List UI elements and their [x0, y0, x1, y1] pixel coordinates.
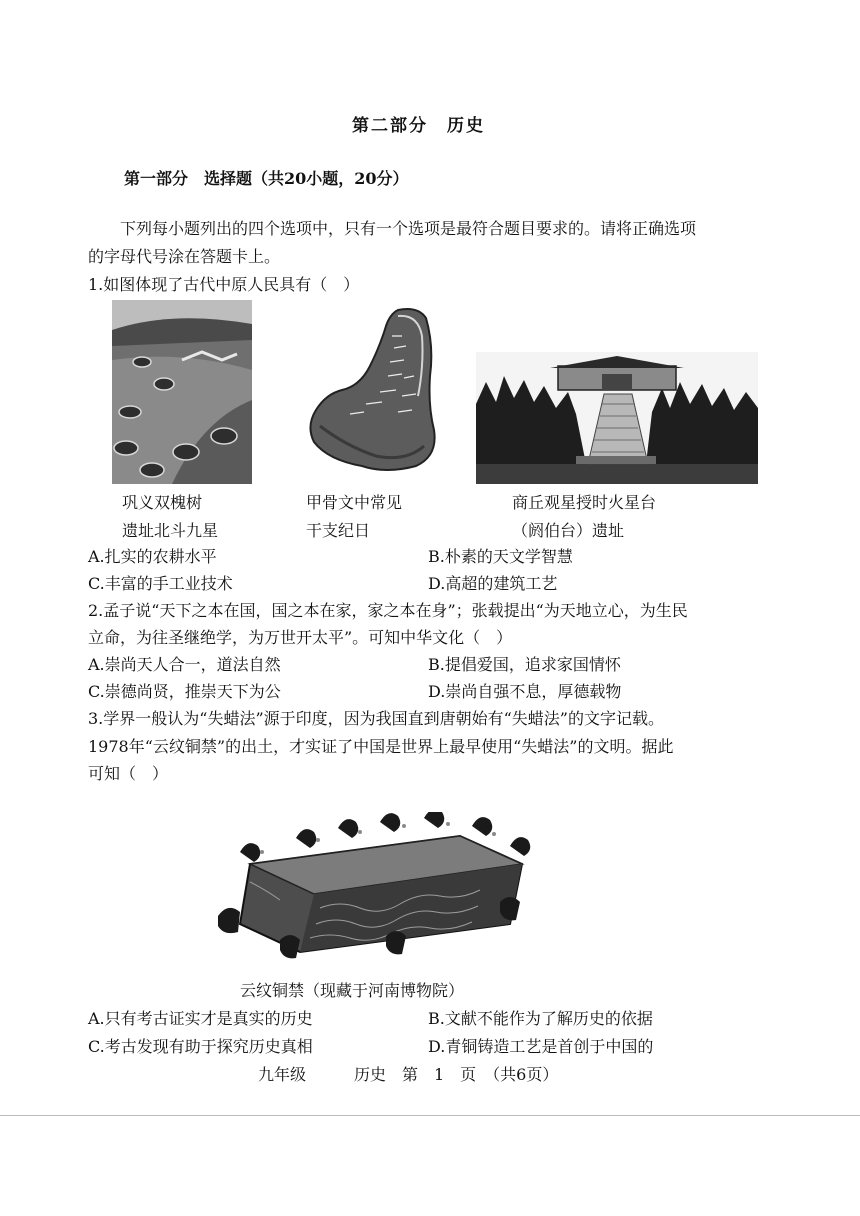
q1-caption-2-line-1: 甲骨文中常见	[306, 493, 403, 512]
q1-caption-1-line-2: 遗址北斗九星	[122, 521, 219, 540]
q1-image-oracle-bone	[306, 306, 438, 476]
q3-stem-line-2: 1978年“云纹铜禁”的出土，才实证了中国是世界上最早使用“失蜡法”的文明。据此	[88, 737, 674, 756]
q3-option-c: C.考古发现有助于探究历史真相	[88, 1037, 313, 1056]
q1-option-d: D.高超的建筑工艺	[428, 574, 558, 593]
q3-stem-line-1: 3.学界一般认为“失蜡法”源于印度，因为我国直到唐朝始有“失蜡法”的文字记载。	[88, 709, 664, 728]
q2-option-b: B.提倡爱国，追求家国情怀	[428, 655, 621, 674]
section-heading: 第一部分 选择题（共20小题，20分）	[124, 169, 409, 188]
page-divider	[0, 1115, 860, 1116]
q1-caption-2-line-2: 干支纪日	[306, 521, 371, 540]
q2-option-d: D.崇尚自强不息，厚德载物	[428, 682, 622, 701]
q2-option-c: C.崇德尚贤，推崇天下为公	[88, 682, 281, 701]
q2-option-a: A.崇尚天人合一，道法自然	[88, 655, 281, 674]
q2-stem-line-1: 2.孟子说“天下之本在国，国之本在家，家之本在身”；张载提出“为天地立心，为生民	[88, 601, 688, 620]
q3-option-b: B.文献不能作为了解历史的依据	[428, 1009, 653, 1028]
q3-option-d: D.青铜铸造工艺是首创于中国的	[428, 1037, 654, 1056]
q1-caption-3-line-1: 商丘观星授时火星台	[512, 493, 657, 512]
q3-image-caption: 云纹铜禁（现藏于河南博物院）	[240, 981, 465, 1000]
q3-stem-line-3: 可知（ ）	[88, 764, 169, 783]
q1-caption-3-line-2: （阏伯台）遗址	[512, 521, 625, 540]
q3-option-a: A.只有考古证实才是真实的历史	[88, 1009, 313, 1028]
q3-image-bronze-altar	[210, 812, 540, 962]
q1-image-star-site	[112, 300, 252, 484]
page-title: 第二部分 历史	[352, 116, 485, 136]
instructions-line-2: 的字母代号涂在答题卡上。	[88, 247, 281, 266]
instructions-line-1: 下列每小题列出的四个选项中，只有一个选项是最符合题目要求的。请将正确选项	[120, 219, 697, 238]
q1-option-c: C.丰富的手工业技术	[88, 574, 233, 593]
q1-image-platform	[476, 352, 758, 484]
q1-caption-1-line-1: 巩义双槐树	[122, 493, 203, 512]
q1-stem: 1.如图体现了古代中原人民具有（ ）	[88, 275, 360, 294]
page-footer: 九年级 历史 第 1 页 （共6页）	[258, 1065, 559, 1084]
q1-option-a: A.扎实的农耕水平	[88, 547, 217, 566]
q2-stem-line-2: 立命，为往圣继绝学，为万世开太平”。可知中华文化（ ）	[88, 628, 513, 647]
q1-option-b: B.朴素的天文学智慧	[428, 547, 573, 566]
